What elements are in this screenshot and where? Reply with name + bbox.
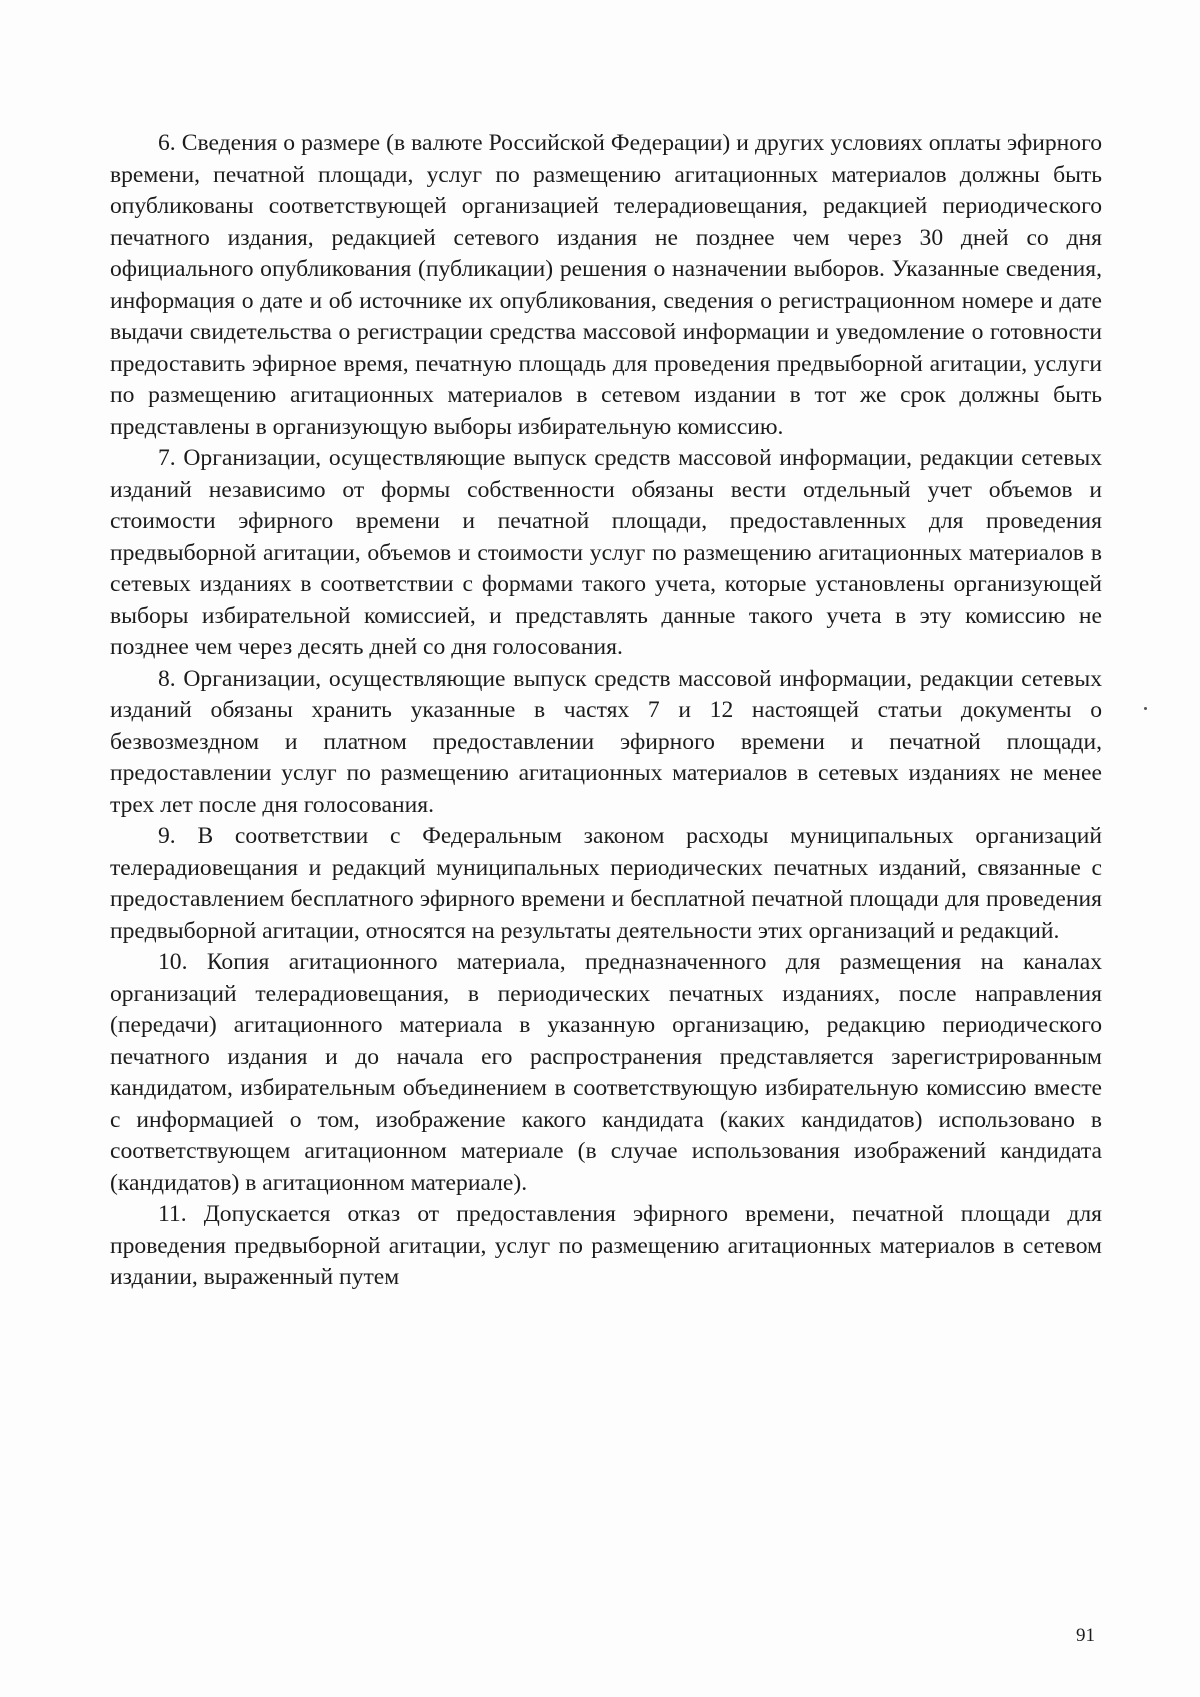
page-number: 91 (1076, 1625, 1095, 1646)
scan-speck (1144, 707, 1147, 710)
paragraph-11: 11. Допускается отказ от предоставления эфирного времени, печатной площади для проведения предвыборной агитации, услуг по размещению агитационных материалов в сетевом издании, выраженный путем (110, 1201, 1102, 1290)
paragraph-7: 7. Организации, осуществляющие выпуск средств массовой информации, редакции сетевых изданий независимо от формы собственности обязаны вести отдельный учет объемов и стоимости эфирного времени и печатной площади, предоставленных для проведения предвыборной агитации, объемов и стоимости услуг по размещению агитационных материалов в сетевых изданиях в соответствии с формами такого учета, которые установлены организующей выборы избирательной комиссией, и представлять данные такого учета в эту комиссию не позднее чем через десять дней со дня голосования. (110, 445, 1102, 660)
paragraph-10: 10. Копия агитационного материала, предназначенного для размещения на каналах организаций телерадиовещания, в периодических печатных изданиях, после направления (передачи) агитационного материала в указанную организацию, редакцию периодического печатного издания и до начала его распространения представляется зарегистрированным кандидатом, избирательным объединением в соответствующую избирательную комиссию вместе с информацией о том, изображение какого кандидата (каких кандидатов) использовано в соответствующем агитационном материале (в случае использования изображений кандидата (кандидатов) в агитационном материале). (110, 949, 1102, 1196)
paragraph-6: 6. Сведения о размере (в валюте Российской Федерации) и других условиях оплаты эфирного времени, печатной площади, услуг по размещению агитационных материалов должны быть опубликованы соответствующей организацией телерадиовещания, редакцией периодического печатного издания, редакцией сетевого издания не позднее чем через 30 дней со дня официального опубликования (публикации) решения о назначении выборов. Указанные сведения, информация о дате и об источнике их опубликования, сведения о регистрационном номере и дате выдачи свидетельства о регистрации средства массовой информации и уведомление о готовности предоставить эфирное время, печатную площадь для проведения предвыборной агитации, услуги по размещению агитационных материалов в сетевом издании в тот же срок должны быть представлены в организующую выборы избирательную комиссию. (110, 130, 1102, 440)
paragraph-8: 8. Организации, осуществляющие выпуск средств массовой информации, редакции сетевых изданий обязаны хранить указанные в частях 7 и 12 настоящей статьи документы о безвозмездном и платном предоставлении эфирного времени и печатной площади, предоставлении услуг по размещению агитационных материалов в сетевых изданиях не менее трех лет после дня голосования. (110, 665, 1102, 818)
document-body (110, 128, 1102, 1294)
paragraph-9: 9. В соответствии с Федеральным законом расходы муниципальных организаций телерадиовещания и редакций муниципальных периодических печатных изданий, связанные с предоставлением бесплатного эфирного времени и бесплатной печатной площади для проведения предвыборной агитации, относятся на результаты деятельности этих организаций и редакций. (110, 823, 1102, 944)
